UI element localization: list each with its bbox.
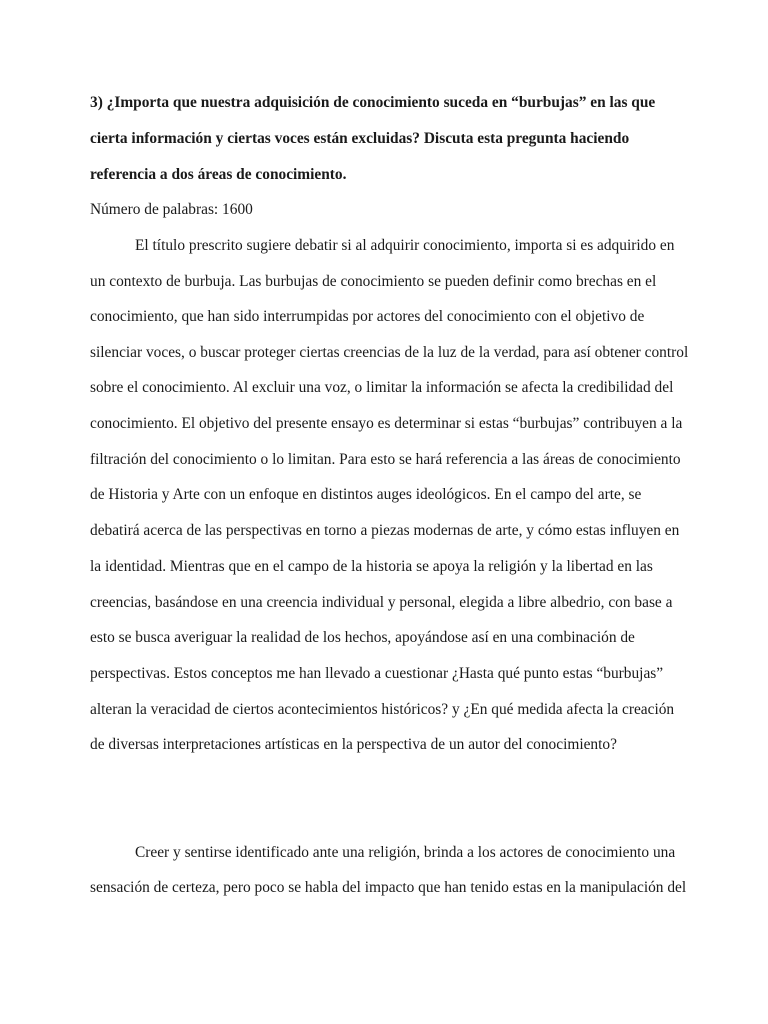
paragraph-line: debatirá acerca de las perspectivas en torno a piezas modernas de arte, y cómo estas influyen en xyxy=(90,522,680,539)
question-line: cierta información y ciertas voces están excluidas? Discuta esta pregunta haciendo xyxy=(90,130,630,147)
paragraph-line: silenciar voces, o buscar proteger ciertas creencias de la luz de la verdad, para así obtener control xyxy=(90,344,689,361)
question-line: 3) ¿Importa que nuestra adquisición de conocimiento suceda en “burbujas” en las que xyxy=(90,94,656,111)
paragraph-line: conocimiento, que han sido interrumpidas por actores del conocimiento con el objetivo de xyxy=(90,308,645,325)
paragraph-line: filtración del conocimiento o lo limitan. Para esto se hará referencia a las áreas de conocimiento xyxy=(90,451,681,468)
paragraph-line: Creer y sentirse identificado ante una religión, brinda a los actores de conocimiento una xyxy=(135,844,676,861)
paragraph-line: la identidad. Mientras que en el campo de la historia se apoya la religión y la libertad en las xyxy=(90,558,653,575)
paragraph-line: sobre el conocimiento. Al excluir una voz, o limitar la información se afecta la credibilidad del xyxy=(90,379,674,396)
word-count: Número de palabras: 1600 xyxy=(90,201,253,218)
paragraph-line: de Historia y Arte con un enfoque en distintos auges ideológicos. En el campo del arte, se xyxy=(90,486,642,503)
paragraph-line: un contexto de burbuja. Las burbujas de conocimiento se pueden definir como brechas en el xyxy=(90,273,657,290)
paragraph-line: conocimiento. El objetivo del presente ensayo es determinar si estas “burbujas” contribuyen a la xyxy=(90,415,683,432)
question-line: referencia a dos áreas de conocimiento. xyxy=(90,166,347,183)
paragraph-line: perspectivas. Estos conceptos me han llevado a cuestionar ¿Hasta qué punto estas “burbujas” xyxy=(90,665,664,682)
paragraph-line: sensación de certeza, pero poco se habla del impacto que han tenido estas en la manipulación del xyxy=(90,879,687,896)
paragraph-line: esto se busca averiguar la realidad de los hechos, apoyándose así en una combinación de xyxy=(90,629,635,646)
paragraph-line: creencias, basándose en una creencia individual y personal, elegida a libre albedrio, con base a xyxy=(90,594,673,611)
paragraph-line: alteran la veracidad de ciertos acontecimientos históricos? y ¿En qué medida afecta la creación xyxy=(90,701,675,718)
paragraph-line: de diversas interpretaciones artísticas en la perspectiva de un autor del conocimiento? xyxy=(90,736,617,753)
paragraph-line: El título prescrito sugiere debatir si al adquirir conocimiento, importa si es adquirido en xyxy=(135,237,675,254)
